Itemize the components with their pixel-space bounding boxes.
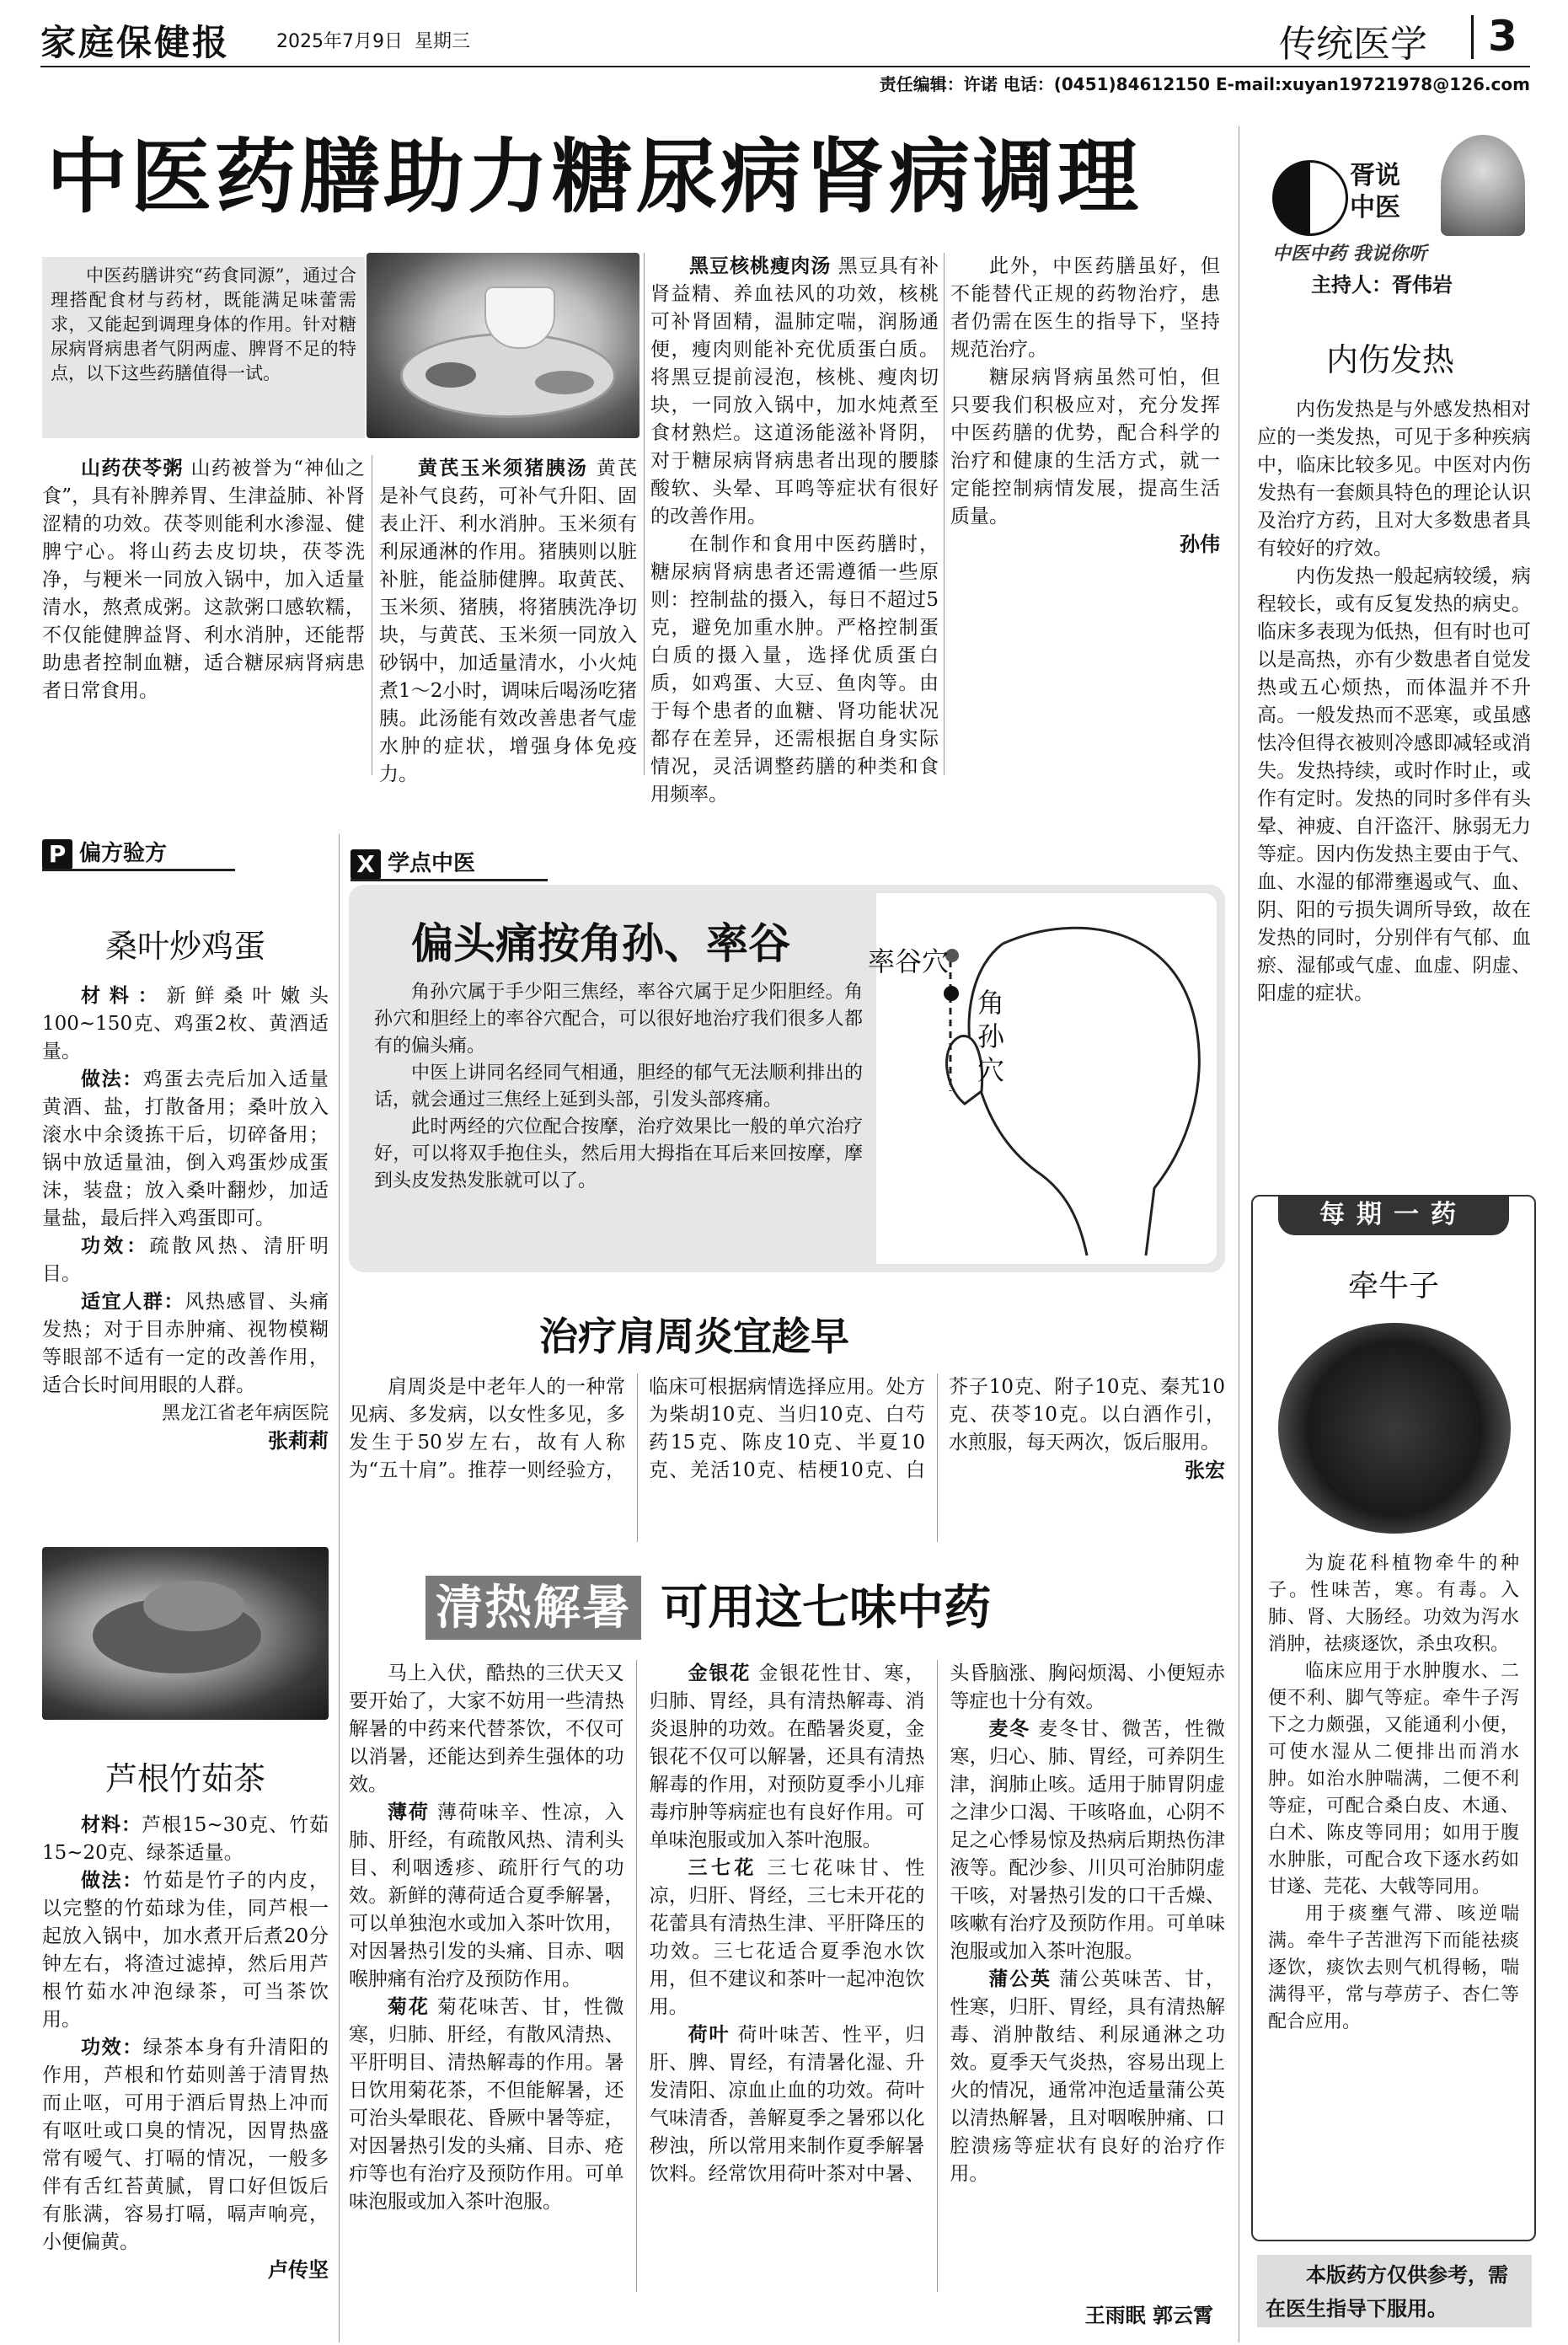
editor-line: 责任编辑：许诺 电话：(0451)84612150 E-mail:xuyan19721978@126.com bbox=[879, 74, 1530, 94]
recipe-head-blackbean-soup: 黑豆核桃瘦肉汤 bbox=[689, 255, 832, 277]
xuedian-body bbox=[374, 979, 863, 1266]
recipe2-title: 芦根竹茹茶 bbox=[104, 1760, 265, 1797]
notice-box: 本版药方仅供参考，需在医生指导下服用。 bbox=[1257, 2255, 1532, 2327]
herb-text-chrysanthemum: 菊花味苦、甘，性微寒，归肺、肝经，有散风清热、平肝明目、清热解毒的作用。暑日饮用菊花茶，不但能解暑，还可治头晕眼花、昏厥中暑等症，对因暑热引发的头痛、目赤、疮疖等也有治疗及预防作用。可单味泡服或加入茶叶泡服。 bbox=[349, 1996, 624, 2213]
date-text: 2025年7月9日 bbox=[276, 31, 403, 52]
paper-name: 家庭保健报 bbox=[40, 22, 231, 63]
jiaosun-label: 角孙穴 bbox=[977, 987, 1005, 1086]
herb-text-lotus-leaf: 荷叶味苦、性平，归肝、脾、胃经，有清暑化湿、升发清阳、凉血止血的功效。荷叶气味清香，善解夏季之暑邪以化秽浊，所以常用来制作夏季解暑饮料。经常饮用荷叶茶对中暑、头昏脑涨、胸闷烦渴、小便短赤等症也十分有效。 bbox=[649, 1662, 1225, 2185]
column-badge-text: 胥说中医 bbox=[1350, 161, 1400, 222]
shoulder-text: 肩周炎是中老年人的一种常见病、多发病，以女性多见，多发生于50岁左右，故有人称为“五十肩”。推荐一则经验方，临床可根据病情选择应用。处方为柴胡10克、当归10克、白芍药15克、陈皮10克、半夏10克、羌活10克、桔梗10克、白芥子10克、附子10克、秦艽10克、茯苓10克。以白酒作引，水煎服，每天两次，饭后服用。 bbox=[349, 1376, 1225, 1481]
herb-box-header-text: 每期一药 bbox=[1319, 1200, 1468, 1229]
column-title: 内伤发热 bbox=[1325, 341, 1454, 378]
herbal-food-photo bbox=[367, 253, 640, 438]
recipe2-author: 卢传坚 bbox=[268, 2258, 329, 2282]
herb-box-header bbox=[1278, 1195, 1509, 1235]
main-author: 孙伟 bbox=[1180, 533, 1220, 556]
xuedian-para-3: 此时两经的穴位配合按摩，治疗效果比一般的单穴治疗好，可以将双手抱住头，然后用大拇指在耳后来回按摩，摩到头皮发热发胀就可以了。 bbox=[374, 1116, 863, 1191]
main-col-3 bbox=[650, 253, 939, 806]
summer-intro: 马上入伏，酷热的三伏天又要开始了，大家不妨用一些清热解暑的中药来代替茶饮，不仅可以消暑，还能达到养生强体的功效。 bbox=[349, 1662, 624, 1796]
recipe1-method: 鸡蛋去壳后加入适量黄酒、盐，打散备用；桑叶放入滚水中余烫拣干后，切碎备用；锅中放适量油，倒入鸡蛋炒成蛋沫，装盘；放入桑叶翻炒，加适量盐，最后拌入鸡蛋即可。 bbox=[42, 1068, 329, 1229]
summer-title bbox=[425, 1576, 1226, 1643]
column-badge bbox=[1272, 135, 1525, 265]
page-number: 3 bbox=[1488, 12, 1517, 61]
column-para-2: 内伤发热一般起病较缓，病程较长，或有反复发热的病史。临床多表现为低热，但有时也可以是高热，亦有少数患者自觉发热或五心烦热，而体温并不升高。一般发热而不恶寒，或虽感怯冷但得衣被则冷感即减轻或消失。发热持续，或时作时止，或作有定时。发热的同时多伴有头晕、神疲、自汗盗汗、脉弱无力等症。因内伤发热主要由于气、血、水湿的郁滞壅遏或气、血、阴、阳的亏损失调所导致，故在发热的同时，分别伴有气郁、血瘀、湿郁或气虚、血虚、阴虚、阳虚的症状。 bbox=[1257, 565, 1531, 1004]
recipe1-effect-label: 功效： bbox=[81, 1235, 150, 1257]
summer-title-a: 清热解暑 bbox=[425, 1576, 641, 1640]
recipe1-materials-label: 材料： bbox=[81, 985, 167, 1007]
column-host: 主持人：胥伟岩 bbox=[1311, 273, 1453, 297]
column-body bbox=[1257, 396, 1531, 1188]
shoulder-author: 张宏 bbox=[1185, 1459, 1225, 1482]
shoulder-title: 治疗肩周炎宜趁早 bbox=[539, 1314, 849, 1359]
pianfang-tag-text: 偏方验方 bbox=[79, 841, 168, 866]
recipe1-body bbox=[42, 982, 329, 1539]
recipe1-effect: 疏散风热、清肝明目。 bbox=[42, 1235, 329, 1285]
recipe-text-yam-porridge: 山药被誉为“神仙之食”，具有补脾养胃、生津益肺、补肾涩精的功效。茯苓则能利水渗湿、健脾宁心。将山药去皮切块，茯苓洗净，与粳米一同放入锅中，加入适量清水，熬煮成粥。这款粥口感软糯，不仅能健脾益肾、利水消肿，还能帮助患者控制血糖，适合糖尿病肾病患者日常食用。 bbox=[42, 458, 366, 702]
section-divider bbox=[1471, 15, 1474, 59]
herb-head-dandelion: 蒲公英 bbox=[988, 1968, 1052, 1990]
herb-box-body bbox=[1268, 1550, 1519, 2225]
herb-text-ophiopogon: 麦冬甘、微苦，性微寒，归心、肺、胃经，可养阴生津，润肺止咳。适用于肺胃阴虚之津少口渴、干咳咯血，心阴不足之心悸易惊及热病后期热伤津液等。配沙参、川贝可治肺阴虚干咳，对暑热引发的口干舌燥、咳嗽有治疗及预防作用。可单味泡服或加入茶叶泡服。 bbox=[950, 1718, 1225, 1962]
herb-head-honeysuckle: 金银花 bbox=[688, 1662, 752, 1684]
left-column-divider bbox=[339, 834, 340, 2342]
summer-body bbox=[349, 1660, 1225, 2292]
recipe1-author: 张莉莉 bbox=[268, 1429, 329, 1453]
herb-box bbox=[1251, 1195, 1536, 2241]
main-col-divider bbox=[644, 253, 645, 775]
xuedian-box bbox=[349, 885, 1225, 1272]
xuedian-para-2: 中医上讲同名经同气相通，胆经的郁气无法顺利排出的话，就会通过三焦经上延到头部，引发头部疼痛。 bbox=[374, 1063, 863, 1111]
main-col-1 bbox=[42, 455, 365, 775]
main-col-2 bbox=[379, 455, 638, 785]
recipe2-materials-label: 材料： bbox=[81, 1814, 142, 1836]
herb-para-2: 临床应用于水肿腹水、二便不利、脚气等症。牵牛子泻下之力颇强，又能通利小便，可使水湿从二便排出而消水肿。如治水肿喘满，二便不利等症，可配合桑白皮、木通、白术、陈皮等同用；如用于腹水肿胀，可配合攻下逐水药如甘遂、芫花、大戟等同用。 bbox=[1268, 1661, 1519, 1898]
recipe1-title: 桑叶炒鸡蛋 bbox=[104, 928, 265, 965]
herb-para-1: 为旋花科植物牵牛的种子。性味苦，寒。有毒。入肺、肾、大肠经。功效为泻水消肿，祛痰逐饮，杀虫攻积。 bbox=[1268, 1553, 1519, 1655]
main-conclusion-text: 糖尿病肾病虽然可怕，但只要我们积极应对，充分发挥中医药膳的优势，配合科学的治疗和健康的生活方式，就一定能控制病情发展，提高生活质量。 bbox=[950, 367, 1220, 527]
recipe1-audience-label: 适宜人群： bbox=[81, 1291, 185, 1313]
yin-yang-icon bbox=[1272, 160, 1348, 236]
summer-title-b: 可用这七味中药 bbox=[661, 1580, 992, 1636]
recipe2-body bbox=[42, 1812, 329, 2334]
masthead bbox=[40, 12, 1530, 93]
recipe2-effect: 绿茶本身有升清阳的作用，芦根和竹茹则善于清胃热而止呕，可用于酒后胃热上冲而有呕吐或口臭的情况，因胃热盛常有嗳气、打嗝的情况，一般多伴有舌红苔黄腻，胃口好但饭后有胀满，容易打嗝，嗝声响亮，小便偏黄。 bbox=[42, 2037, 329, 2253]
xuedian-tag bbox=[351, 849, 548, 878]
recipe1-audience: 风热感冒、头痛发热；对于目赤肿痛、视物模糊等眼部不适有一定的改善作用，适合长时间用眼的人群。 bbox=[42, 1291, 329, 1396]
xuedian-tag-text: 学点中医 bbox=[388, 851, 476, 876]
host-portrait bbox=[1441, 135, 1525, 236]
herb-text-dandelion: 蒲公英味苦、甘，性寒，归肝、胃经，具有清热解毒、消肿散结、利尿通淋之功效。夏季天气炎热，容易出现上火的情况，通常冲泡适量蒲公英以清热解暑，且对咽喉肿痛、口腔溃疡等症状有良好的治疗作用。 bbox=[950, 1968, 1225, 2185]
section-name: 传统医学 bbox=[1279, 23, 1427, 66]
herb-head-chrysanthemum: 菊花 bbox=[388, 1996, 430, 2018]
issue-date bbox=[276, 27, 470, 53]
herb-text-honeysuckle: 金银花性甘、寒，归肺、胃经，具有清热解毒、消炎退肿的功效。在酷暑炎夏，金银花不仅可以解暑，还具有清热解毒的作用，对预防夏季小儿痱毒疖肿等病症也有良好作用。可单味泡服或加入茶叶泡服。 bbox=[649, 1662, 925, 1851]
recipe1-method-label: 做法： bbox=[81, 1068, 143, 1090]
weekday-text: 星期三 bbox=[414, 31, 470, 52]
herb-text-mint: 薄荷味辛、性凉，入肺、肝经，有疏散风热、清利头目、利咽透疹、疏肝行气的功效。新鲜的薄荷适合夏季解暑，可以单独泡水或加入茶叶饮用，对因暑热引发的头痛、目赤、咽喉肿痛有治疗及预防作用。 bbox=[349, 1802, 624, 1990]
herb-para-3: 用于痰壅气滞、咳逆喘满。牵牛子苦泄泻下而能祛痰逐饮，痰饮去则气机得畅，喘满得平，常与葶苈子、杏仁等配合应用。 bbox=[1268, 1903, 1519, 2032]
tea-photo bbox=[42, 1547, 329, 1720]
herb-head-sanqi-flower: 三七花 bbox=[688, 1857, 757, 1879]
jiaosun-point-marker bbox=[944, 986, 959, 1001]
column-slogan: 中医中药 我说你听 bbox=[1272, 243, 1427, 265]
main-advice-text: 此外，中医药膳虽好，但不能替代正规的药物治疗，患者仍需在医生的指导下，坚持规范治疗。 bbox=[950, 255, 1220, 361]
main-principles-text: 在制作和食用中医药膳时，糖尿病肾病患者还需遵循一些原则：控制盐的摄入，每日不超过5克，避免加重水肿。严格控制蛋白质的摄入量，选择优质蛋白质，如鸡蛋、大豆、鱼肉等。由于每个患者的血糖、肾功能状况都存在差异，还需根据自身实际情况，灵活调整药膳的种类和食用频率。 bbox=[650, 533, 939, 806]
recipe-head-yam-porridge: 山药茯苓粥 bbox=[81, 458, 184, 479]
herb-head-ophiopogon: 麦冬 bbox=[988, 1718, 1031, 1740]
acupoint-illustration bbox=[868, 893, 1217, 1264]
recipe2-method: 竹茹是竹子的内皮，以完整的竹茹球为佳，同芦根一起放入锅中，加水煮开后煮20分钟左右，将渣过滤掉，然后用芦根竹茹水冲泡绿茶，可当茶饮用。 bbox=[42, 1870, 329, 2031]
main-col-4 bbox=[950, 253, 1220, 775]
herb-name: 牵牛子 bbox=[1347, 1269, 1439, 1304]
recipe1-materials: 新鲜桑叶嫩头100~150克、鸡蛋2枚、黄酒适量。 bbox=[42, 985, 329, 1063]
recipe-text-huangqi-soup: 黄芪是补气良药，可补气升阳、固表止汗、利水消肿。玉米须有利尿通淋的作用。猪胰则以脏补脏，能益肺健脾。取黄芪、玉米须、猪胰，将猪胰洗净切块，与黄芪、玉米须一同放入砂锅中，加适量清水，小火炖煮1～2小时，调味后喝汤吃猪胰。此汤能有效改善患者气虚水肿的症状，增强身体免疫力。 bbox=[379, 458, 638, 785]
recipe2-method-label: 做法： bbox=[81, 1870, 143, 1892]
main-intro: 中医药膳讲究“药食同源”，通过合理搭配食材与药材，既能满足味蕾需求，又能起到调理身体的作用。针对糖尿病肾病患者气阴两虚、脾肾不足的特点，以下这些药膳值得一试。 bbox=[51, 265, 356, 383]
pianfang-letter-icon: P bbox=[42, 839, 72, 870]
main-article-title: 中医药膳助力糖尿病肾病调理 bbox=[46, 129, 1142, 224]
recipe-text-blackbean-soup: 黑豆具有补肾益精、养血祛风的功效，核桃可补肾固精，温肺定喘，润肠通便，瘦肉则能补充优质蛋白质。将黑豆提前浸泡，核桃、瘦肉切块，一同放入锅中，加水炖煮至食材熟烂。这道汤能滋补肾阴，对于糖尿病肾病患者出现的腰膝酸软、头晕、耳鸣等症状有很好的改善作用。 bbox=[650, 255, 939, 527]
herb-seed-photo bbox=[1278, 1323, 1511, 1534]
shuaigu-label: 率谷穴 bbox=[868, 945, 950, 977]
main-intro-box bbox=[42, 257, 365, 438]
column-para-1: 内伤发热是与外感发热相对应的一类发热，可见于多种疾病中，临床比较多见。中医对内伤发热有一套颇具特色的理论认识及治疗方药，且对大多数患者具有较好的疗效。 bbox=[1257, 399, 1531, 559]
summer-author: 王雨眠 郭云霄 bbox=[1084, 2304, 1213, 2327]
xuedian-para-1: 角孙穴属于手少阳三焦经，率谷穴属于足少阳胆经。角孙穴和胆经上的率谷穴配合，可以很好地治疗我们很多人都有的偏头痛。 bbox=[374, 982, 863, 1057]
main-col-divider bbox=[944, 253, 945, 775]
herb-head-mint: 薄荷 bbox=[388, 1802, 430, 1823]
herb-text-sanqi-flower: 三七花味甘、性凉，归肝、肾经，三七未开花的花蕾具有清热生津、平肝降压的功效。三七花适合夏季泡水饮用，但不建议和茶叶一起冲泡饮用。 bbox=[649, 1857, 925, 2018]
recipe-head-huangqi-soup: 黄芪玉米须猪胰汤 bbox=[418, 458, 589, 479]
herb-head-lotus-leaf: 荷叶 bbox=[688, 2024, 730, 2046]
pianfang-tag bbox=[42, 839, 235, 868]
shoulder-body bbox=[349, 1373, 1225, 1542]
xuedian-letter-icon: X bbox=[351, 849, 381, 880]
xuedian-title: 偏头痛按角孙、率谷 bbox=[411, 918, 790, 968]
recipe2-materials: 芦根15~30克、竹茹15~20克、绿茶适量。 bbox=[42, 1814, 329, 1864]
masthead-rule bbox=[40, 66, 1530, 67]
recipe2-effect-label: 功效： bbox=[81, 2037, 143, 2059]
recipe1-source: 黑龙江省老年病医院 bbox=[161, 1403, 329, 1424]
